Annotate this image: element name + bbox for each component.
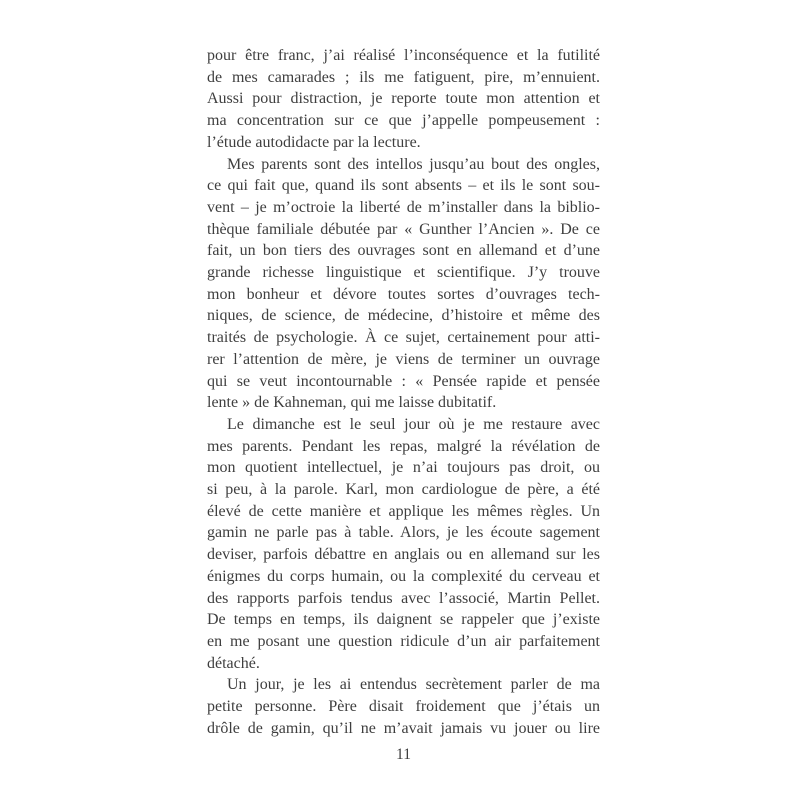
text-line: lente » de Kahneman, qui me laisse dubitatif. bbox=[207, 394, 497, 412]
text-line: si peu, à la parole. Karl, mon cardiologue de père, a été bbox=[207, 481, 600, 499]
paragraph bbox=[207, 674, 600, 739]
text-line: thèque familiale débutée par « Gunther l’Ancien ». De ce bbox=[207, 220, 600, 238]
text-line: grande richesse linguistique et scientifique. J’y trouve bbox=[207, 264, 600, 282]
paragraph bbox=[207, 414, 600, 674]
text-line: élevé de cette manière et applique les mêmes règles. Un bbox=[207, 502, 600, 520]
text-line: qui se veut incontournable : « Pensée rapide et pensée bbox=[207, 372, 600, 390]
paragraph bbox=[207, 154, 600, 414]
text-line: traités de psychologie. À ce sujet, certainement pour atti- bbox=[207, 329, 600, 347]
text-line: énigmes du corps humain, ou la complexité du cerveau et bbox=[207, 567, 600, 585]
text-line: Aussi pour distraction, je reporte toute mon attention et bbox=[207, 90, 600, 108]
text-line: ce qui fait que, quand ils sont absents – et ils le sont sou- bbox=[207, 177, 600, 195]
text-line: Mes parents sont des intellos jusqu’au bout des ongles, bbox=[227, 155, 600, 173]
paragraph bbox=[207, 45, 600, 154]
text-line: mes parents. Pendant les repas, malgré la révélation de bbox=[207, 437, 600, 455]
text-line: De temps en temps, ils daignent se rappeler que j’existe bbox=[207, 611, 600, 629]
text-line: de mes camarades ; ils me fatiguent, pire, m’ennuient. bbox=[207, 68, 600, 86]
text-line: Le dimanche est le seul jour où je me restaure avec bbox=[227, 415, 600, 433]
text-line: détaché. bbox=[207, 654, 260, 672]
text-line: pour être franc, j’ai réalisé l’inconséquence et la futilité bbox=[207, 47, 600, 64]
text-line: en me posant une question ridicule d’un air parfaitement bbox=[207, 632, 600, 650]
text-line: gamin ne parle pas à table. Alors, je les écoute sagement bbox=[207, 524, 600, 542]
text-line: des rapports parfois tendus avec l’associé, Martin Pellet. bbox=[207, 589, 600, 607]
text-line: petite personne. Père disait froidement que j’étais un bbox=[207, 698, 600, 716]
text-line: l’étude autodidacte par la lecture. bbox=[207, 133, 421, 151]
text-line: drôle de gamin, qu’il ne m’avait jamais vu jouer ou lire bbox=[207, 719, 600, 737]
text-line: ma concentration sur ce que j’appelle pompeusement : bbox=[207, 112, 600, 130]
text-line: fait, un bon tiers des ouvrages sont en allemand et d’une bbox=[207, 242, 600, 260]
text-line: mon bonheur et dévore toutes sortes d’ouvrages tech- bbox=[207, 285, 600, 303]
text-line: rer l’attention de mère, je viens de terminer un ouvrage bbox=[207, 350, 600, 368]
text-line: deviser, parfois débattre en anglais ou en allemand sur les bbox=[207, 546, 600, 564]
text-line: vent – je m’octroie la liberté de m’installer dans la biblio- bbox=[207, 198, 600, 216]
text-block bbox=[207, 45, 600, 740]
text-line: mon quotient intellectuel, je n’ai toujours pas droit, ou bbox=[207, 459, 600, 477]
text-line: Un jour, je les ai entendus secrètement parler de ma bbox=[227, 676, 600, 694]
page-number: 11 bbox=[396, 746, 411, 763]
text-line: niques, de science, de médecine, d’histoire et même des bbox=[207, 307, 600, 325]
